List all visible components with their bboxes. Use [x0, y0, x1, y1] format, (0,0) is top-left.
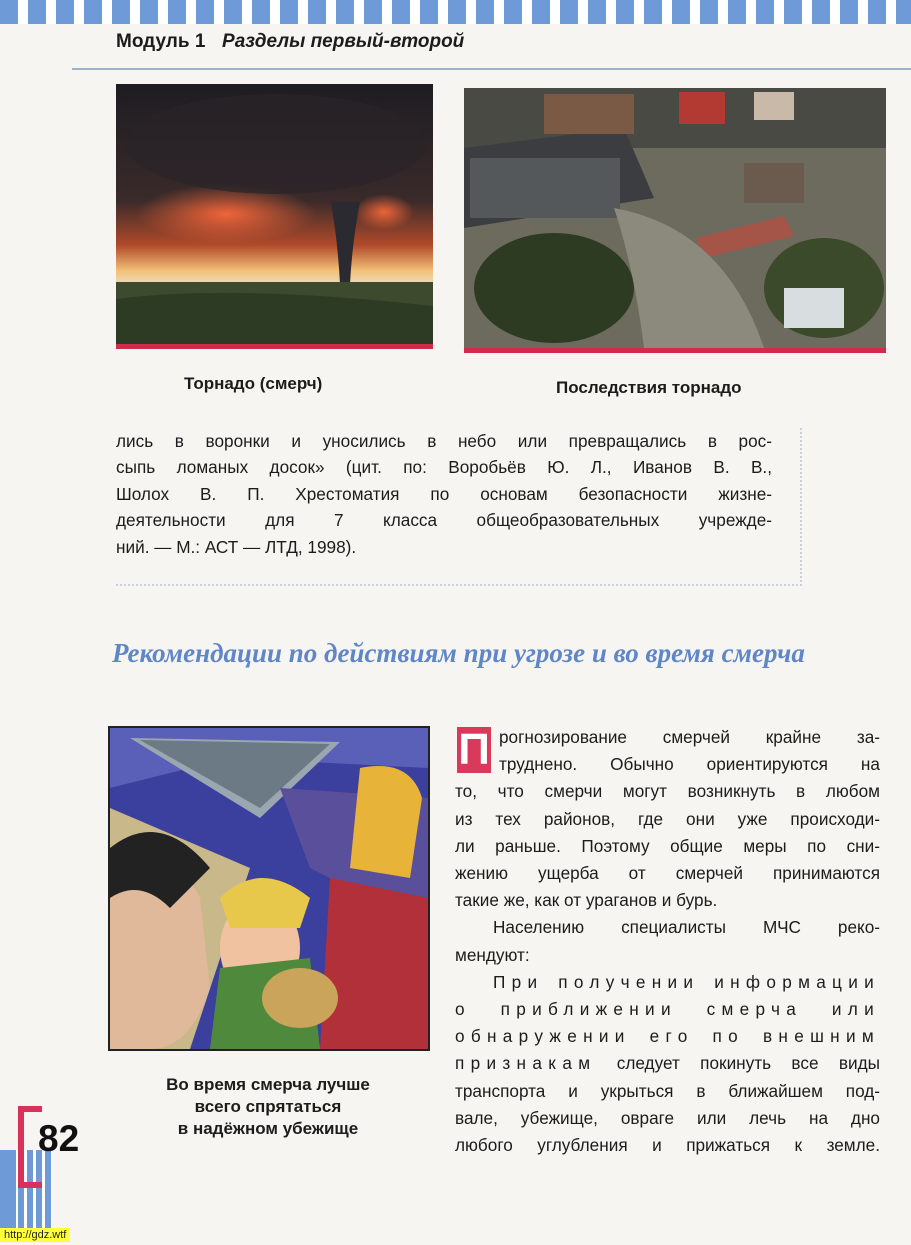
tornado-caption: Торнадо (смерч) — [184, 374, 323, 393]
shelter-illustration — [108, 726, 430, 1051]
illustration-caption-line: всего спрятаться — [194, 1097, 342, 1116]
quote-line: ний. — М.: АСТ — ЛТД, 1998). — [116, 536, 357, 557]
tornado-photo — [116, 84, 433, 344]
body-line: ли раньше. Поэтому общие меры по сни- — [455, 835, 880, 856]
illustration-caption-line: Во время смерча лучше — [166, 1075, 370, 1094]
body-line: то, что смерчи могут возникнуть в любом — [455, 781, 880, 802]
illustration-caption-line: в надёжном убежище — [177, 1119, 359, 1138]
top-stripe-bar — [0, 0, 911, 30]
quote-line: деятельности для 7 класса общеобразовательных учрежде- — [116, 510, 772, 531]
body-line-spaced: обнаружении его по внешним — [455, 1026, 880, 1047]
quote-text — [116, 428, 772, 560]
body-line: рогнозирование смерчей крайне за- — [499, 727, 880, 747]
body-line-spaced: о приближении смерча или — [455, 999, 880, 1020]
quote-line: лись в воронки и уносились в небо или превращались в рос- — [116, 431, 772, 451]
body-line-spaced: При получении информации — [493, 971, 880, 992]
body-line: вале, убежище, овраге или лечь на дно — [455, 1107, 880, 1128]
body-line: транспорта и укрыться в ближайшем под- — [455, 1080, 880, 1101]
page-number: 82 — [38, 1118, 80, 1159]
body-line: любого углубления и прижаться к земле. — [455, 1135, 880, 1156]
section-heading: Рекомендации по действиям при угрозе и во время смерча — [112, 638, 805, 668]
body-line: из тех районов, где они уже происходи- — [455, 808, 880, 829]
body-line-tail: следует покинуть все виды — [616, 1053, 880, 1074]
body-line: мендуют: — [455, 944, 530, 965]
module-label: Модуль 1 — [116, 31, 206, 52]
body-spaced-word: признакам — [455, 1053, 597, 1074]
tornado-photo-underline — [116, 344, 433, 349]
section-body — [455, 724, 880, 1159]
body-line: такие же, как от ураганов и бурь. — [455, 890, 718, 911]
quote-line: сыпь ломаных досок» (цит. по: Воробьёв Ю. Л., Иванов В. В., — [116, 457, 772, 478]
section-label: Разделы первый-второй — [222, 31, 465, 52]
aftermath-photo — [464, 88, 886, 348]
drop-cap: П — [458, 725, 490, 774]
quote-line: Шолох В. П. Хрестоматия по основам безопасности жизне- — [116, 483, 772, 504]
body-line: труднено. Обычно ориентируются на — [499, 754, 880, 775]
body-line: Населению специалисты МЧС реко- — [493, 917, 880, 938]
aftermath-caption: Последствия торнадо — [556, 378, 742, 397]
source-watermark[interactable]: http://gdz.wtf — [0, 1228, 70, 1242]
aftermath-photo-underline — [464, 348, 886, 353]
illustration-caption — [118, 1074, 418, 1140]
corner-stripe-solid — [0, 1150, 16, 1228]
body-line: жению ущерба от смерчей принимаются — [455, 863, 880, 884]
header-rule — [72, 68, 911, 70]
running-header — [116, 30, 464, 53]
body-line-mixed — [455, 1050, 880, 1077]
